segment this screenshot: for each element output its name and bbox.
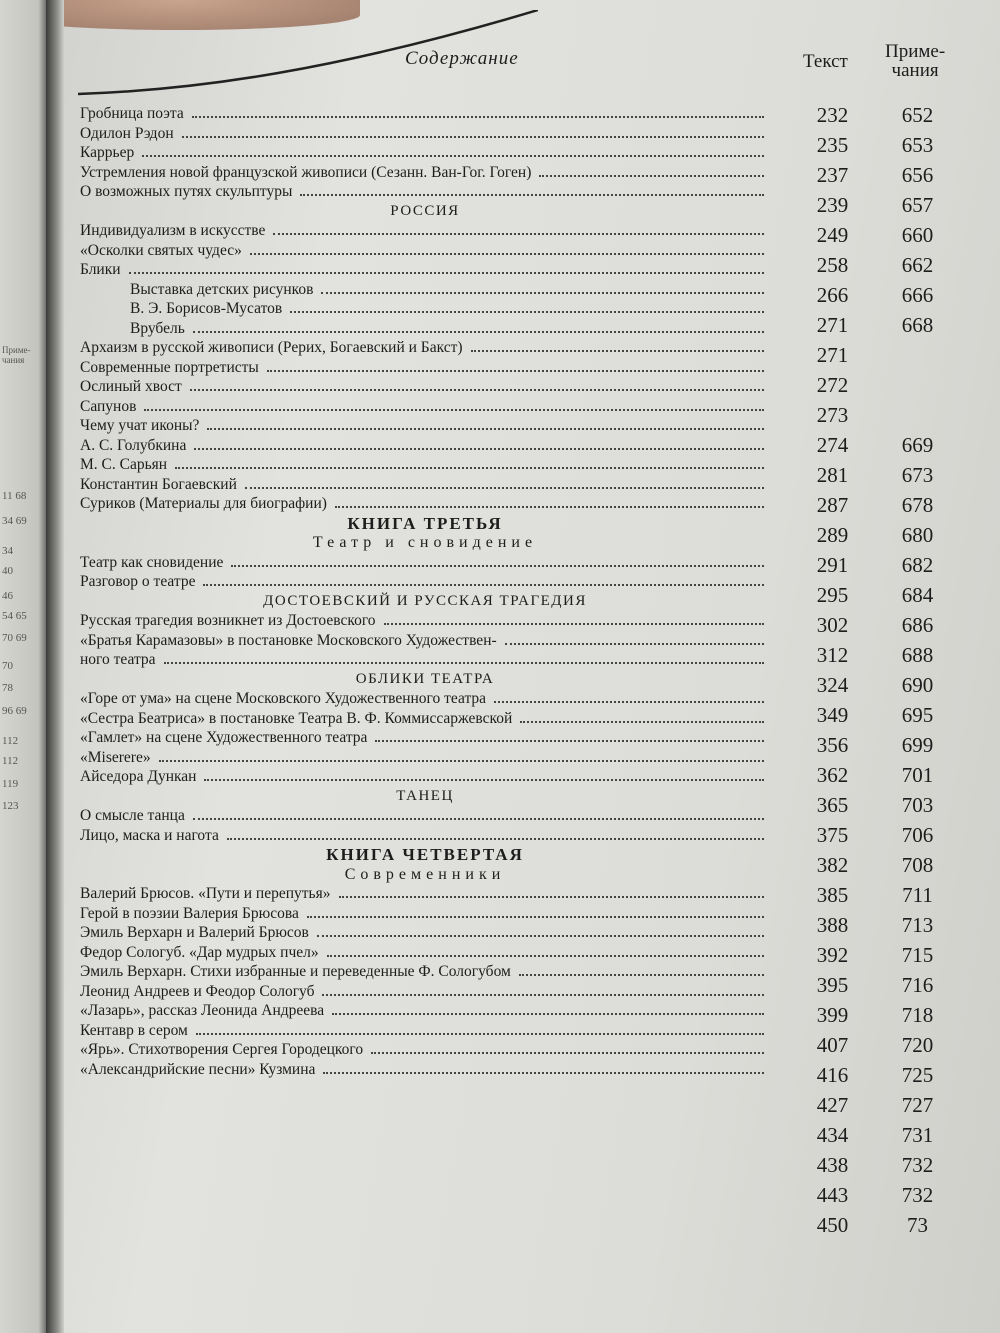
page-number-row — [790, 1090, 980, 1120]
toc-entry — [80, 182, 770, 202]
section-heading: ОБЛИКИ ТЕАТРА — [355, 670, 495, 687]
toc-entry — [80, 1021, 770, 1041]
text-page-number: 450 — [816, 1213, 849, 1237]
text-page-number: 271 — [816, 343, 849, 367]
page-number-row — [790, 250, 980, 280]
leader-dots — [193, 818, 764, 820]
leader-dots — [193, 331, 764, 333]
text-page-number: 324 — [816, 673, 849, 697]
toc-entry-title: Эмиль Верхарн. Стихи избранные и переведенные Ф. Сологубом — [80, 963, 511, 980]
toc-entries — [80, 104, 770, 1079]
page-number-row — [790, 1030, 980, 1060]
notes-page-number: 652 — [901, 103, 934, 127]
page-number-row — [790, 400, 980, 430]
toc-entry — [80, 689, 770, 709]
text-page-number: 291 — [816, 553, 849, 577]
left-page-number: 112 — [2, 755, 19, 767]
text-page-number: 356 — [816, 733, 849, 757]
left-page-fragment — [0, 0, 48, 1333]
leader-dots — [339, 896, 765, 898]
notes-page-number: 711 — [902, 883, 933, 907]
text-page-number: 434 — [816, 1123, 849, 1147]
toc-entry — [80, 416, 770, 436]
leader-dots — [327, 955, 764, 957]
toc-entry-title: О смысле танца — [80, 807, 185, 824]
toc-entry-title: Современные портретисты — [80, 358, 259, 376]
toc-entry-title: «Александрийские песни» Кузмина — [80, 1060, 316, 1078]
leader-dots — [375, 740, 764, 742]
leader-dots — [273, 233, 764, 235]
text-page-number: 287 — [816, 493, 849, 517]
page-number-row — [790, 340, 980, 370]
text-page-number: 392 — [816, 943, 849, 967]
leader-dots — [539, 175, 764, 177]
page-number-row — [790, 310, 980, 340]
notes-page-number: 701 — [901, 763, 934, 787]
page-number-row — [790, 760, 980, 790]
toc-entry — [80, 884, 770, 904]
notes-page-number: 732 — [901, 1183, 934, 1207]
toc-entry-title: Суриков (Материалы для биографии) — [80, 495, 327, 512]
text-page-number: 395 — [816, 973, 849, 997]
leader-dots — [384, 623, 764, 625]
notes-page-number: 684 — [901, 583, 934, 607]
part-heading: Современники — [344, 865, 506, 883]
text-page-number: 239 — [816, 193, 849, 217]
leader-dots — [519, 974, 764, 976]
toc-page-numbers — [790, 100, 980, 1240]
leader-dots — [192, 116, 764, 118]
leader-dots — [300, 194, 764, 196]
toc-entry — [80, 319, 770, 339]
toc-entry — [80, 767, 770, 787]
notes-page-number — [875, 340, 960, 370]
toc-entry — [80, 650, 770, 670]
page-number-row — [790, 1180, 980, 1210]
page-number-row — [790, 130, 980, 160]
notes-page-number: 660 — [901, 223, 934, 247]
toc-entry-title: Выставка детских рисунков — [130, 280, 314, 298]
left-page-number: 34 69 — [2, 515, 27, 527]
book-gutter — [46, 0, 64, 1333]
toc-entry — [80, 1001, 770, 1021]
text-page-number: 385 — [816, 883, 849, 907]
notes-page-number: 657 — [901, 193, 934, 217]
left-page-number: 96 69 — [2, 705, 27, 717]
text-page-number: 232 — [816, 103, 849, 127]
toc-entry — [80, 241, 770, 261]
text-page-number: 382 — [816, 853, 849, 877]
section-heading: РОССИЯ — [390, 202, 460, 219]
toc-entry — [80, 494, 770, 514]
toc-entry — [80, 631, 770, 651]
toc-entry-title: Архаизм в русской живописи (Рерих, Богаевский и Бакст) — [80, 339, 463, 356]
toc-entry — [80, 163, 770, 183]
page-number-row — [790, 730, 980, 760]
left-page-number: 54 65 — [2, 610, 27, 622]
text-page-number: 249 — [816, 223, 849, 247]
notes-header-line1: Приме- — [885, 41, 946, 62]
toc-entry — [80, 923, 770, 943]
toc-entry — [80, 728, 770, 748]
leader-dots — [204, 779, 764, 781]
toc-entry — [80, 299, 770, 319]
page-number-row — [790, 490, 980, 520]
toc-entry — [80, 962, 770, 982]
leader-dots — [142, 155, 764, 157]
notes-page-number: 703 — [901, 793, 934, 817]
toc-entry-title: Театр как сновидение — [80, 553, 224, 571]
page-number-row — [790, 970, 980, 1000]
page-number-row — [790, 940, 980, 970]
toc-entry-title: «Miserere» — [80, 748, 151, 766]
toc-entry — [80, 377, 770, 397]
page-number-row — [790, 1000, 980, 1030]
notes-page-number: 699 — [901, 733, 934, 757]
text-page-number: 443 — [816, 1183, 849, 1207]
toc-entry-title: «Горе от ума» на сцене Московского Художественного театра — [80, 690, 487, 707]
page-number-row — [790, 1120, 980, 1150]
text-page-number: 266 — [816, 283, 849, 307]
toc-entry-title: Константин Богаевский — [80, 475, 237, 493]
text-page-number: 302 — [816, 613, 849, 637]
notes-page-number: 688 — [901, 643, 934, 667]
toc-entry-title: Кентавр в сером — [80, 1021, 188, 1039]
toc-entry-title: А. С. Голубкина — [80, 436, 187, 454]
notes-page-number: 720 — [901, 1033, 934, 1057]
left-page-number: 46 — [2, 590, 13, 602]
leader-dots — [323, 1072, 764, 1074]
toc-entry — [80, 143, 770, 163]
notes-page-number: 727 — [901, 1093, 934, 1117]
leader-dots — [332, 1013, 764, 1015]
leader-dots — [144, 409, 764, 411]
notes-header-line2: чания — [891, 60, 939, 81]
notes-page-number: 680 — [901, 523, 934, 547]
notes-page-number: 731 — [901, 1123, 934, 1147]
notes-page-number: 678 — [901, 493, 934, 517]
page-number-row — [790, 700, 980, 730]
page-number-row — [790, 580, 980, 610]
page-number-row — [790, 220, 980, 250]
toc-entry-title: Валерий Брюсов. «Пути и перепутья» — [80, 885, 331, 902]
toc-entry — [80, 124, 770, 144]
page-number-row — [790, 550, 980, 580]
left-page-number: 70 — [2, 660, 13, 672]
text-page-number: 235 — [816, 133, 849, 157]
leader-dots — [307, 916, 764, 918]
toc-entry-title: «Ярь». Стихотворения Сергея Городецкого — [80, 1041, 364, 1058]
text-page-number: 272 — [816, 373, 849, 397]
toc-entry-title: Сапунов — [80, 397, 137, 415]
book-heading: КНИГА ТРЕТЬЯ — [347, 513, 503, 533]
notes-page-number: 686 — [901, 613, 934, 637]
page-number-row — [790, 430, 980, 460]
text-page-number: 271 — [816, 313, 849, 337]
leader-dots — [190, 389, 764, 391]
notes-page-number: 73 — [907, 1213, 928, 1237]
page-number-row — [790, 610, 980, 640]
leader-dots — [471, 350, 764, 352]
toc-entry-title: Леонид Андреев и Феодор Сологуб — [80, 982, 315, 1000]
notes-page-number: 653 — [901, 133, 934, 157]
toc-entry — [80, 904, 770, 924]
toc-entry-title: Русская трагедия возникнет из Достоевского — [80, 612, 376, 629]
notes-page-number: 662 — [901, 253, 934, 277]
notes-page-number — [875, 400, 960, 430]
page-number-row — [790, 850, 980, 880]
page-number-row — [790, 460, 980, 490]
leader-dots — [250, 253, 764, 255]
toc-entry — [80, 455, 770, 475]
leader-dots — [317, 935, 764, 937]
notes-page-number — [875, 370, 960, 400]
toc-entry-title: Индивидуализм в искусстве — [80, 222, 266, 239]
text-page-number: 427 — [816, 1093, 849, 1117]
toc-entry-title: Разговор о театре — [80, 573, 196, 590]
toc-entry-title: Айседора Дункан — [80, 768, 197, 785]
text-page-number: 258 — [816, 253, 849, 277]
notes-page-number: 668 — [901, 313, 934, 337]
text-page-number: 274 — [816, 433, 849, 457]
toc-entry-title: О возможных путях скульптуры — [80, 183, 293, 200]
leader-dots — [203, 584, 764, 586]
toc-entry-title: Устремления новой французской живописи (Сезанн. Ван-Гог. Гоген) — [80, 163, 532, 181]
toc-entry-title: Чему учат иконы? — [80, 417, 200, 434]
toc-entry-title: М. С. Сарьян — [80, 456, 168, 473]
leader-dots — [196, 1033, 764, 1035]
book-heading: КНИГА ЧЕТВЕРТАЯ — [326, 845, 524, 864]
left-page-number: 11 68 — [2, 490, 27, 502]
notes-page-number: 708 — [901, 853, 934, 877]
leader-dots — [164, 662, 764, 664]
toc-entry — [80, 104, 770, 124]
toc-entry-title: Врубель — [130, 319, 185, 337]
left-page-number: 78 — [2, 682, 13, 694]
page-number-row — [790, 370, 980, 400]
toc-entry — [80, 260, 770, 280]
toc-entry — [80, 572, 770, 592]
notes-page-number: 669 — [901, 433, 934, 457]
page-number-row — [790, 910, 980, 940]
leader-dots — [505, 643, 764, 645]
column-header-notes — [885, 42, 945, 80]
notes-page-number: 706 — [901, 823, 934, 847]
toc-entry — [80, 338, 770, 358]
leader-dots — [267, 370, 764, 372]
leader-dots — [520, 721, 764, 723]
page-number-row — [790, 670, 980, 700]
toc-entry — [80, 280, 770, 300]
page-number-row — [790, 100, 980, 130]
toc-entry-title: Гробница поэта — [80, 105, 184, 122]
toc-entry — [80, 806, 770, 826]
notes-page-number: 716 — [901, 973, 934, 997]
text-page-number: 349 — [816, 703, 849, 727]
notes-page-number: 695 — [901, 703, 934, 727]
toc-entry-title: Эмиль Верхарн и Валерий Брюсов — [80, 924, 309, 941]
toc-entry — [80, 553, 770, 573]
toc-entry-title: Каррьер — [80, 144, 135, 161]
toc-entry-title: «Осколки святых чудес» — [80, 241, 242, 259]
toc-entry-title: Одилон Рэдон — [80, 124, 174, 142]
toc-entry — [80, 436, 770, 456]
left-page-number: 119 — [2, 778, 19, 790]
toc-entry — [80, 709, 770, 729]
text-page-number: 407 — [816, 1033, 849, 1057]
column-header-text: Текст — [803, 51, 848, 72]
left-page-number: 123 — [2, 800, 19, 812]
text-page-number: 438 — [816, 1153, 849, 1177]
toc-entry-title: ного театра — [80, 651, 156, 668]
toc-entry — [80, 475, 770, 495]
leader-dots — [322, 994, 764, 996]
notes-page-number: 718 — [901, 1003, 934, 1027]
leader-dots — [182, 136, 764, 138]
part-heading: Театр и сновидение — [312, 534, 538, 551]
leader-dots — [231, 565, 764, 567]
left-page-number: 112 — [2, 735, 19, 747]
page-number-row — [790, 820, 980, 850]
text-page-number: 416 — [816, 1063, 849, 1087]
toc-entry-title: Ослиный хвост — [80, 378, 182, 395]
toc-entry-title: В. Э. Борисов-Мусатов — [130, 300, 283, 317]
text-page-number: 399 — [816, 1003, 849, 1027]
notes-page-number: 656 — [901, 163, 934, 187]
text-page-number: 237 — [816, 163, 849, 187]
leader-dots — [175, 467, 764, 469]
text-page-number: 312 — [816, 643, 849, 667]
page-number-row — [790, 880, 980, 910]
toc-entry — [80, 611, 770, 631]
toc-entry-title: Блики — [80, 261, 121, 278]
section-heading: ТАНЕЦ — [396, 787, 454, 804]
toc-entry — [80, 358, 770, 378]
page-header: Содержание — [405, 48, 519, 69]
toc-entry — [80, 397, 770, 417]
toc-entry — [80, 221, 770, 241]
toc-entry — [80, 982, 770, 1002]
notes-page-number: 715 — [901, 943, 934, 967]
leader-dots — [159, 760, 764, 762]
notes-page-number: 666 — [901, 283, 934, 307]
toc-entry-title: «Гамлет» на сцене Художественного театра — [80, 729, 368, 746]
text-page-number: 375 — [816, 823, 849, 847]
left-page-number: 34 — [2, 545, 13, 557]
notes-page-number: 682 — [901, 553, 934, 577]
toc-entry-title: Лицо, маска и нагота — [80, 826, 219, 844]
text-page-number: 289 — [816, 523, 849, 547]
leader-dots — [290, 311, 764, 313]
page-number-row — [790, 1060, 980, 1090]
page-number-row — [790, 520, 980, 550]
left-page-header: Приме-чания — [2, 345, 31, 365]
left-page-number: 40 — [2, 565, 13, 577]
toc-entry — [80, 826, 770, 846]
toc-entry — [80, 943, 770, 963]
page-number-row — [790, 280, 980, 310]
section-heading: ДОСТОЕВСКИЙ И РУССКАЯ ТРАГЕДИЯ — [263, 592, 587, 609]
leader-dots — [371, 1052, 764, 1054]
left-page-number: 70 69 — [2, 632, 27, 644]
leader-dots — [129, 272, 764, 274]
page-number-row — [790, 160, 980, 190]
page-number-row — [790, 1150, 980, 1180]
leader-dots — [245, 487, 764, 489]
page-number-row — [790, 190, 980, 220]
toc-entry-title: «Сестра Беатриса» в постановке Театра В. Ф. Коммиссаржевской — [80, 709, 513, 727]
leader-dots — [335, 506, 764, 508]
notes-page-number: 673 — [901, 463, 934, 487]
notes-page-number: 732 — [901, 1153, 934, 1177]
text-page-number: 295 — [816, 583, 849, 607]
text-page-number: 281 — [816, 463, 849, 487]
text-page-number: 362 — [816, 763, 849, 787]
leader-dots — [207, 428, 764, 430]
text-page-number: 388 — [816, 913, 849, 937]
leader-dots — [194, 448, 764, 450]
notes-page-number: 713 — [901, 913, 934, 937]
text-page-number: 273 — [816, 403, 849, 427]
notes-page-number: 725 — [901, 1063, 934, 1087]
page-number-row — [790, 1210, 980, 1240]
toc-entry-title: «Лазарь», рассказ Леонида Андреева — [80, 1002, 325, 1019]
toc-entry — [80, 1060, 770, 1080]
page-number-row — [790, 640, 980, 670]
text-page-number: 365 — [816, 793, 849, 817]
leader-dots — [494, 701, 764, 703]
leader-dots — [227, 838, 764, 840]
notes-page-number: 690 — [901, 673, 934, 697]
leader-dots — [321, 292, 764, 294]
page-number-row — [790, 790, 980, 820]
toc-entry-title: Герой в поэзии Валерия Брюсова — [80, 904, 299, 922]
toc-entry-title: «Братья Карамазовы» в постановке Московского Художествен- — [80, 631, 497, 649]
toc-entry — [80, 748, 770, 768]
toc-entry — [80, 1040, 770, 1060]
toc-entry-title: Федор Сологуб. «Дар мудрых пчел» — [80, 943, 319, 961]
